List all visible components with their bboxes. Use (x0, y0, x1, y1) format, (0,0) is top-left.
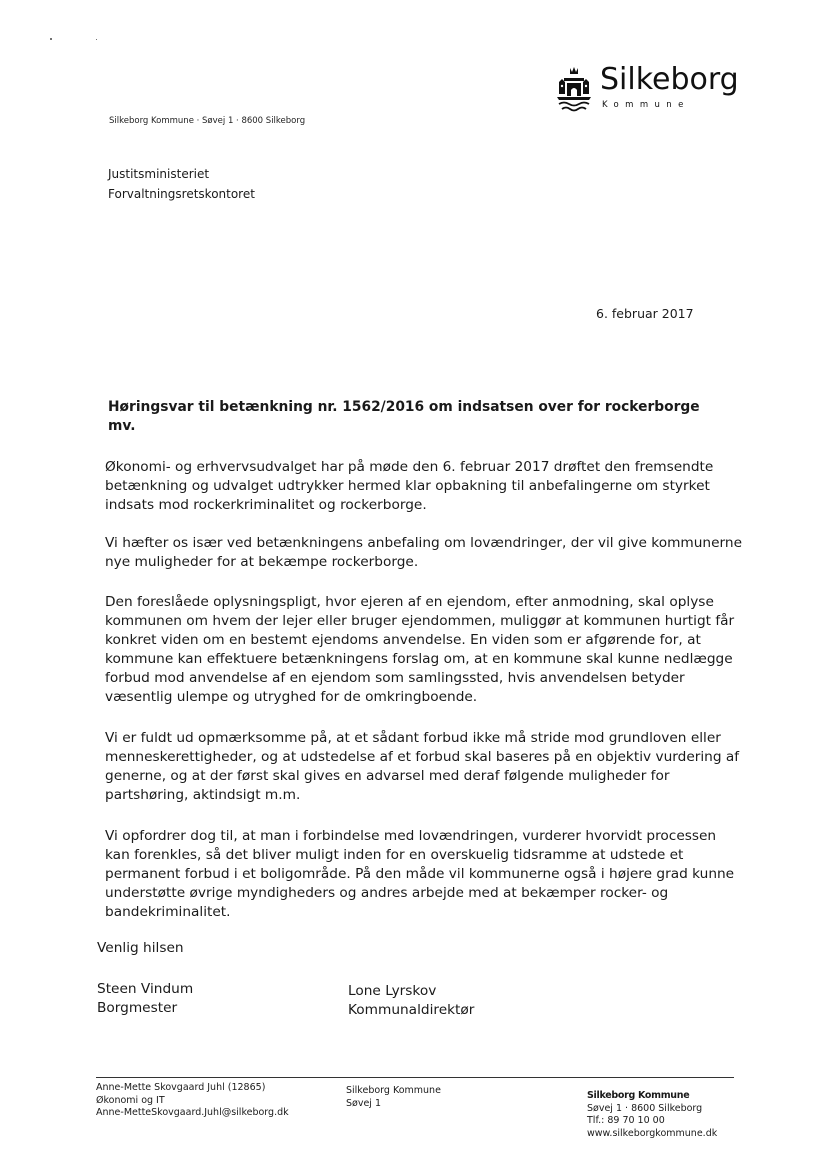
letter-subject: Høringsvar til betænkning nr. 1562/2016 om indsatsen over for rockerborge mv. (108, 399, 700, 434)
body-paragraph: Vi er fuldt ud opmærksomme på, at et sådant forbud ikke må stride mod grundloven eller menneskerettigheder, og at udstedelse af et forbud skal baseres på en objektiv vurdering af generne, og at der først skal gives en advarsel med deraf følgende muligheder for partshøring, aktindsigt m.m. (105, 730, 740, 803)
recipient-line: Forvaltningsretskontoret (108, 187, 255, 201)
signatory-title: Kommunaldirektør (348, 1002, 475, 1018)
recipient-block (108, 164, 255, 204)
body-paragraph: Vi hæfter os især ved betænkningens anbefaling om lovændringer, der vil give kommunerne nye muligheder for at bekæmpe rockerborge. (105, 535, 743, 570)
recipient-line: Justitsministeriet (108, 167, 210, 181)
scan-speck (50, 38, 52, 40)
footer-mid-address: Søvej 1 (346, 1097, 382, 1109)
scan-speck (96, 39, 97, 40)
logo-subtitle: Kommune (602, 100, 690, 110)
signature-block (348, 982, 474, 1020)
footer-org-name: Silkeborg Kommune (587, 1090, 690, 1101)
silkeborg-logo (556, 62, 796, 118)
footer-mid-name: Silkeborg Kommune (346, 1085, 441, 1096)
footer-contact (96, 1082, 289, 1120)
footer-contact-name: Anne-Mette Skovgaard Juhl (12865) (96, 1082, 266, 1093)
footer-org-phone: Tlf.: 89 70 10 00 (587, 1115, 665, 1126)
signatory-name: Steen Vindum (97, 981, 194, 997)
footer-organisation (587, 1090, 717, 1140)
crest-icon (556, 66, 592, 114)
logo-wordmark: Silkeborg (600, 62, 739, 97)
footer-org-web[interactable]: www.silkeborgkommune.dk (587, 1127, 718, 1139)
sender-address-line: Silkeborg Kommune · Søvej 1 · 8600 Silkeborg (109, 116, 306, 126)
body-paragraph: Vi opfordrer dog til, at man i forbindelse med lovændringen, vurderer hvorvidt processen kan forenkles, så det bliver muligt inden for en overskuelig tidsramme at udstede et permanent forbud i et boligområde. På den måde vil kommunerne også i højere grad kunne understøtte øvrige myndigheders og andres arbejde med at bekæmper rocker- og bandekriminalitet. (105, 828, 735, 920)
footer-contact-dept: Økonomi og IT (96, 1094, 165, 1106)
body-paragraph: Økonomi- og erhvervsudvalget har på møde den 6. februar 2017 drøftet den fremsendte betænkning og udvalget udtrykker hermed klar opbakning til anbefalingerne om styrket indsats mod rockerkriminalitet og rockerborge. (105, 459, 714, 513)
signatory-name: Lone Lyrskov (348, 983, 437, 999)
footer-contact-email: Anne-MetteSkovgaard.Juhl@silkeborg.dk (96, 1107, 289, 1118)
footer-org-address: Søvej 1 · 8600 Silkeborg (587, 1102, 703, 1114)
signature-block (97, 980, 193, 1018)
signatory-title: Borgmester (97, 1000, 178, 1016)
letter-date: 6. februar 2017 (596, 306, 694, 321)
closing-greeting: Venlig hilsen (97, 940, 184, 956)
footer-divider (96, 1077, 734, 1078)
footer-address (346, 1085, 441, 1110)
body-paragraph: Den foreslåede oplysningspligt, hvor ejeren af en ejendom, efter anmodning, skal oplyse kommunen om hvem der lejer eller bruger ejendommen, muliggør at kommunen hurtigt får konkret viden om en bestemt ejendoms anvendelse. En viden som er afgørende for, at kommune kan effektuere betænkningens forslag om, at en kommune skal kunne nedlægge forbud mod anvendelse af en ejendom som samlingssted, hvis anvendelsen betyder væsentlig ulempe og utryghed for de omkringboende. (105, 594, 735, 705)
